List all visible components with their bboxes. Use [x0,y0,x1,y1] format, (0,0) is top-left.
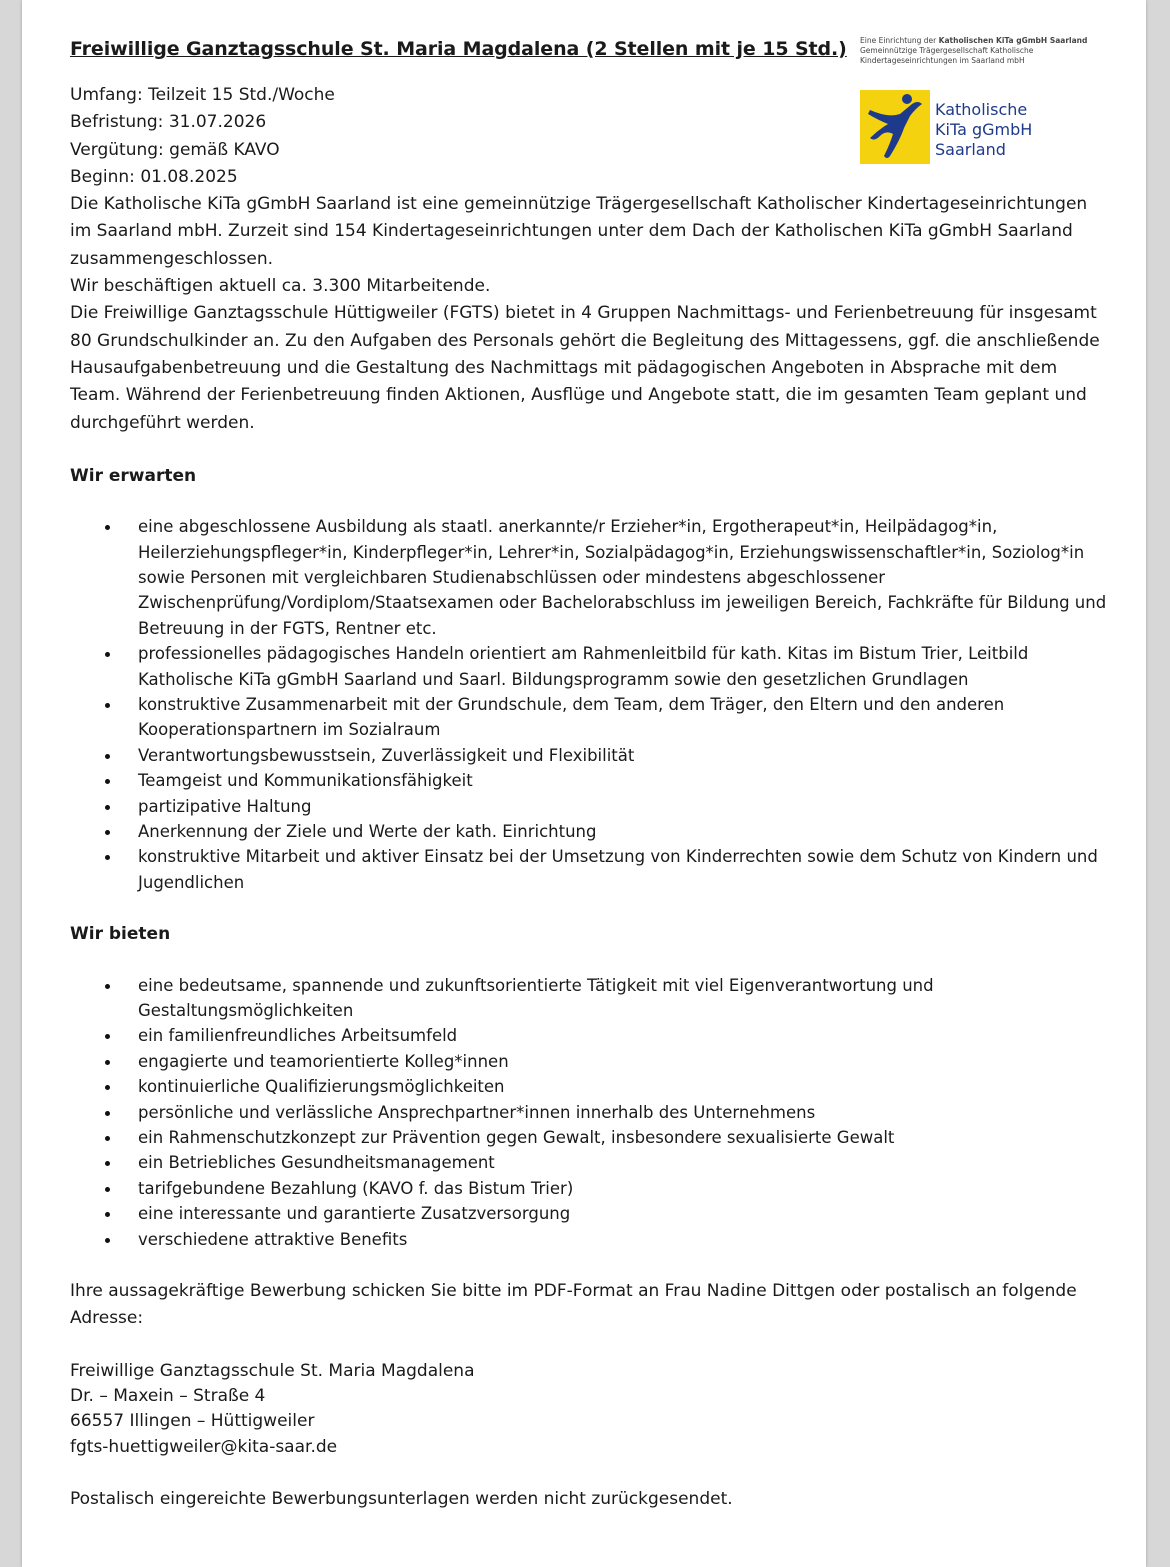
meta-pay: Vergütung: gemäß KAVO [70,139,280,160]
bullet-icon [105,1085,110,1090]
logo-line-1: Katholische [935,100,1028,119]
bullet-icon [105,703,110,708]
address-line-3: 66557 Illingen – Hüttigweiler [70,1411,315,1432]
bullet-icon [105,1212,110,1217]
list-item: kontinuierliche Qualifizierungsmöglichkeiten [70,1074,1110,1099]
bullet-icon [105,855,110,860]
bullet-icon [105,1060,110,1065]
bullet-icon [105,1111,110,1116]
list-item: eine abgeschlossene Ausbildung als staatl. anerkannte/r Erzieher*in, Ergotherapeut*in, Heilpädagog*in, Heilerziehungspfleger*in, Kinderpfleger*in, Lehrer*in, Sozialpädagog*in, Erziehungswissenschaftler*in, Soziolog*in sowie Personen mit vergleichbaren Studienabschlüssen oder mindestens abgeschlossener Zwischenprüfung/Vordiplom/Staatsexamen oder Bachelorabschluss im jeweiligen Bereich, Fachkräfte für Bildung und Betreuung in der FGTS, Rentner etc. [70,514,1110,641]
spacer [70,1460,1110,1486]
job-meta [70,82,1110,191]
bullet-icon [105,805,110,810]
address-line-2: Dr. – Maxein – Straße 4 [70,1385,266,1406]
list-item: persönliche und verlässliche Ansprechpartner*innen innerhalb des Unternehmens [70,1100,1110,1125]
bullet-icon [105,754,110,759]
list-item: partizipative Haltung [70,794,1110,819]
application-instructions: Ihre aussagekräftige Bewerbung schicken Sie bitte im PDF-Format an Frau Nadine Dittgen oder postalisch an folgende Adresse: [70,1281,1077,1329]
bullet-icon [105,1238,110,1243]
list-item: ein Rahmenschutzkonzept zur Prävention gegen Gewalt, insbesondere sexualisierte Gewalt [70,1125,1110,1150]
intro-paragraph-2: Wir beschäftigen aktuell ca. 3.300 Mitarbeitende. [70,276,491,297]
spacer [70,1252,1110,1278]
bullet-icon [105,779,110,784]
logo-line-2: KiTa gGmbH [935,120,1033,139]
bullet-icon [105,1034,110,1039]
intro-paragraph-1: Die Katholische KiTa gGmbH Saarland ist eine gemeinnützige Trägergesellschaft Katholischer Kindertageseinrichtungen im Saarland mbH. Zurzeit sind 154 Kindertageseinrichtungen unter dem Dach der Katholischen KiTa gGmbH Saarland zusammengeschlossen. [70,194,1088,269]
document-page [22,0,1146,1567]
list-item: Verantwortungsbewusstsein, Zuverlässigkeit und Flexibilität [70,743,1110,768]
list-item: tarifgebundene Bezahlung (KAVO f. das Bistum Trier) [70,1176,1110,1201]
meta-scope: Umfang: Teilzeit 15 Std./Woche [70,85,335,105]
organization-tagline [860,36,1100,66]
bullet-icon [105,525,110,530]
bullet-icon [105,984,110,989]
bullet-icon [105,1136,110,1141]
list-item: professionelles pädagogisches Handeln orientiert am Rahmenleitbild für kath. Kitas im Bistum Trier, Leitbild Katholische KiTa gGmbH Saarland und Saarl. Bildungsprogramm sowie den gesetzlichen Grundlagen [70,641,1110,692]
list-item: ein Betriebliches Gesundheitsmanagement [70,1150,1110,1175]
contact-email[interactable]: fgts-huettigweiler@kita-saar.de [70,1436,338,1457]
tagline-line-1: Eine Einrichtung der Katholischen KiTa gGmbH Saarland [860,36,1088,45]
postal-address [70,1359,1110,1460]
expect-heading: Wir erwarten [70,465,197,486]
footer-note: Postalisch eingereichte Bewerbungsunterlagen werden nicht zurückgesendet. [70,1488,733,1509]
tagline-line-2: Gemeinnützige Trägergesellschaft Katholische [860,46,1034,55]
list-item: ein familienfreundliches Arbeitsumfeld [70,1023,1110,1048]
list-item: konstruktive Zusammenarbeit mit der Grundschule, dem Team, dem Träger, den Eltern und den anderen Kooperationspartnern im Sozialraum [70,692,1110,743]
meta-start: Beginn: 01.08.2025 [70,166,238,187]
meta-term: Befristung: 31.07.2026 [70,112,267,133]
tagline-line-3: Kindertageseinrichtungen im Saarland mbH [860,56,1025,65]
list-item: engagierte und teamorientierte Kolleg*innen [70,1049,1110,1074]
bullet-icon [105,1161,110,1166]
bullet-icon [105,830,110,835]
list-item: eine bedeutsame, spannende und zukunftsorientierte Tätigkeit mit viel Eigenverantwortung und Gestaltungsmöglichkeiten [70,973,1110,1024]
list-item: eine interessante und garantierte Zusatzversorgung [70,1201,1110,1226]
bullet-icon [105,652,110,657]
expect-list [70,514,1110,895]
document-body [70,82,1110,1513]
logo-line-3: Saarland [935,140,1006,159]
intro-paragraph-3: Die Freiwillige Ganztagsschule Hüttigweiler (FGTS) bietet in 4 Gruppen Nachmittags- und Ferienbetreuung für insgesamt 80 Grundschulkinder an. Zu den Aufgaben des Personals gehört die Begleitung des Mittagessens, ggf. die anschließende Hausaufgabenbetreuung und die Gestaltung des Nachmittags mit pädagogischen Angeboten in Absprache mit dem Team. Während der Ferienbetreuung finden Aktionen, Ausflüge und Angebote statt, die im gesamten Team geplant und durchgeführt werden. [70,303,1100,433]
offer-list [70,973,1110,1252]
list-item: Teamgeist und Kommunikationsfähigkeit [70,768,1110,793]
list-item: verschiedene attraktive Benefits [70,1227,1110,1252]
bullet-icon [105,1187,110,1192]
page-title: Freiwillige Ganztagsschule St. Maria Magdalena (2 Stellen mit je 15 Std.) [70,38,847,60]
list-item: konstruktive Mitarbeit und aktiver Einsatz bei der Umsetzung von Kinderrechten sowie dem Schutz von Kindern und Jugendlichen [70,844,1110,895]
address-line-1: Freiwillige Ganztagsschule St. Maria Magdalena [70,1360,475,1381]
offer-heading: Wir bieten [70,924,171,945]
spacer [70,1333,1110,1359]
list-item: Anerkennung der Ziele und Werte der kath. Einrichtung [70,819,1110,844]
